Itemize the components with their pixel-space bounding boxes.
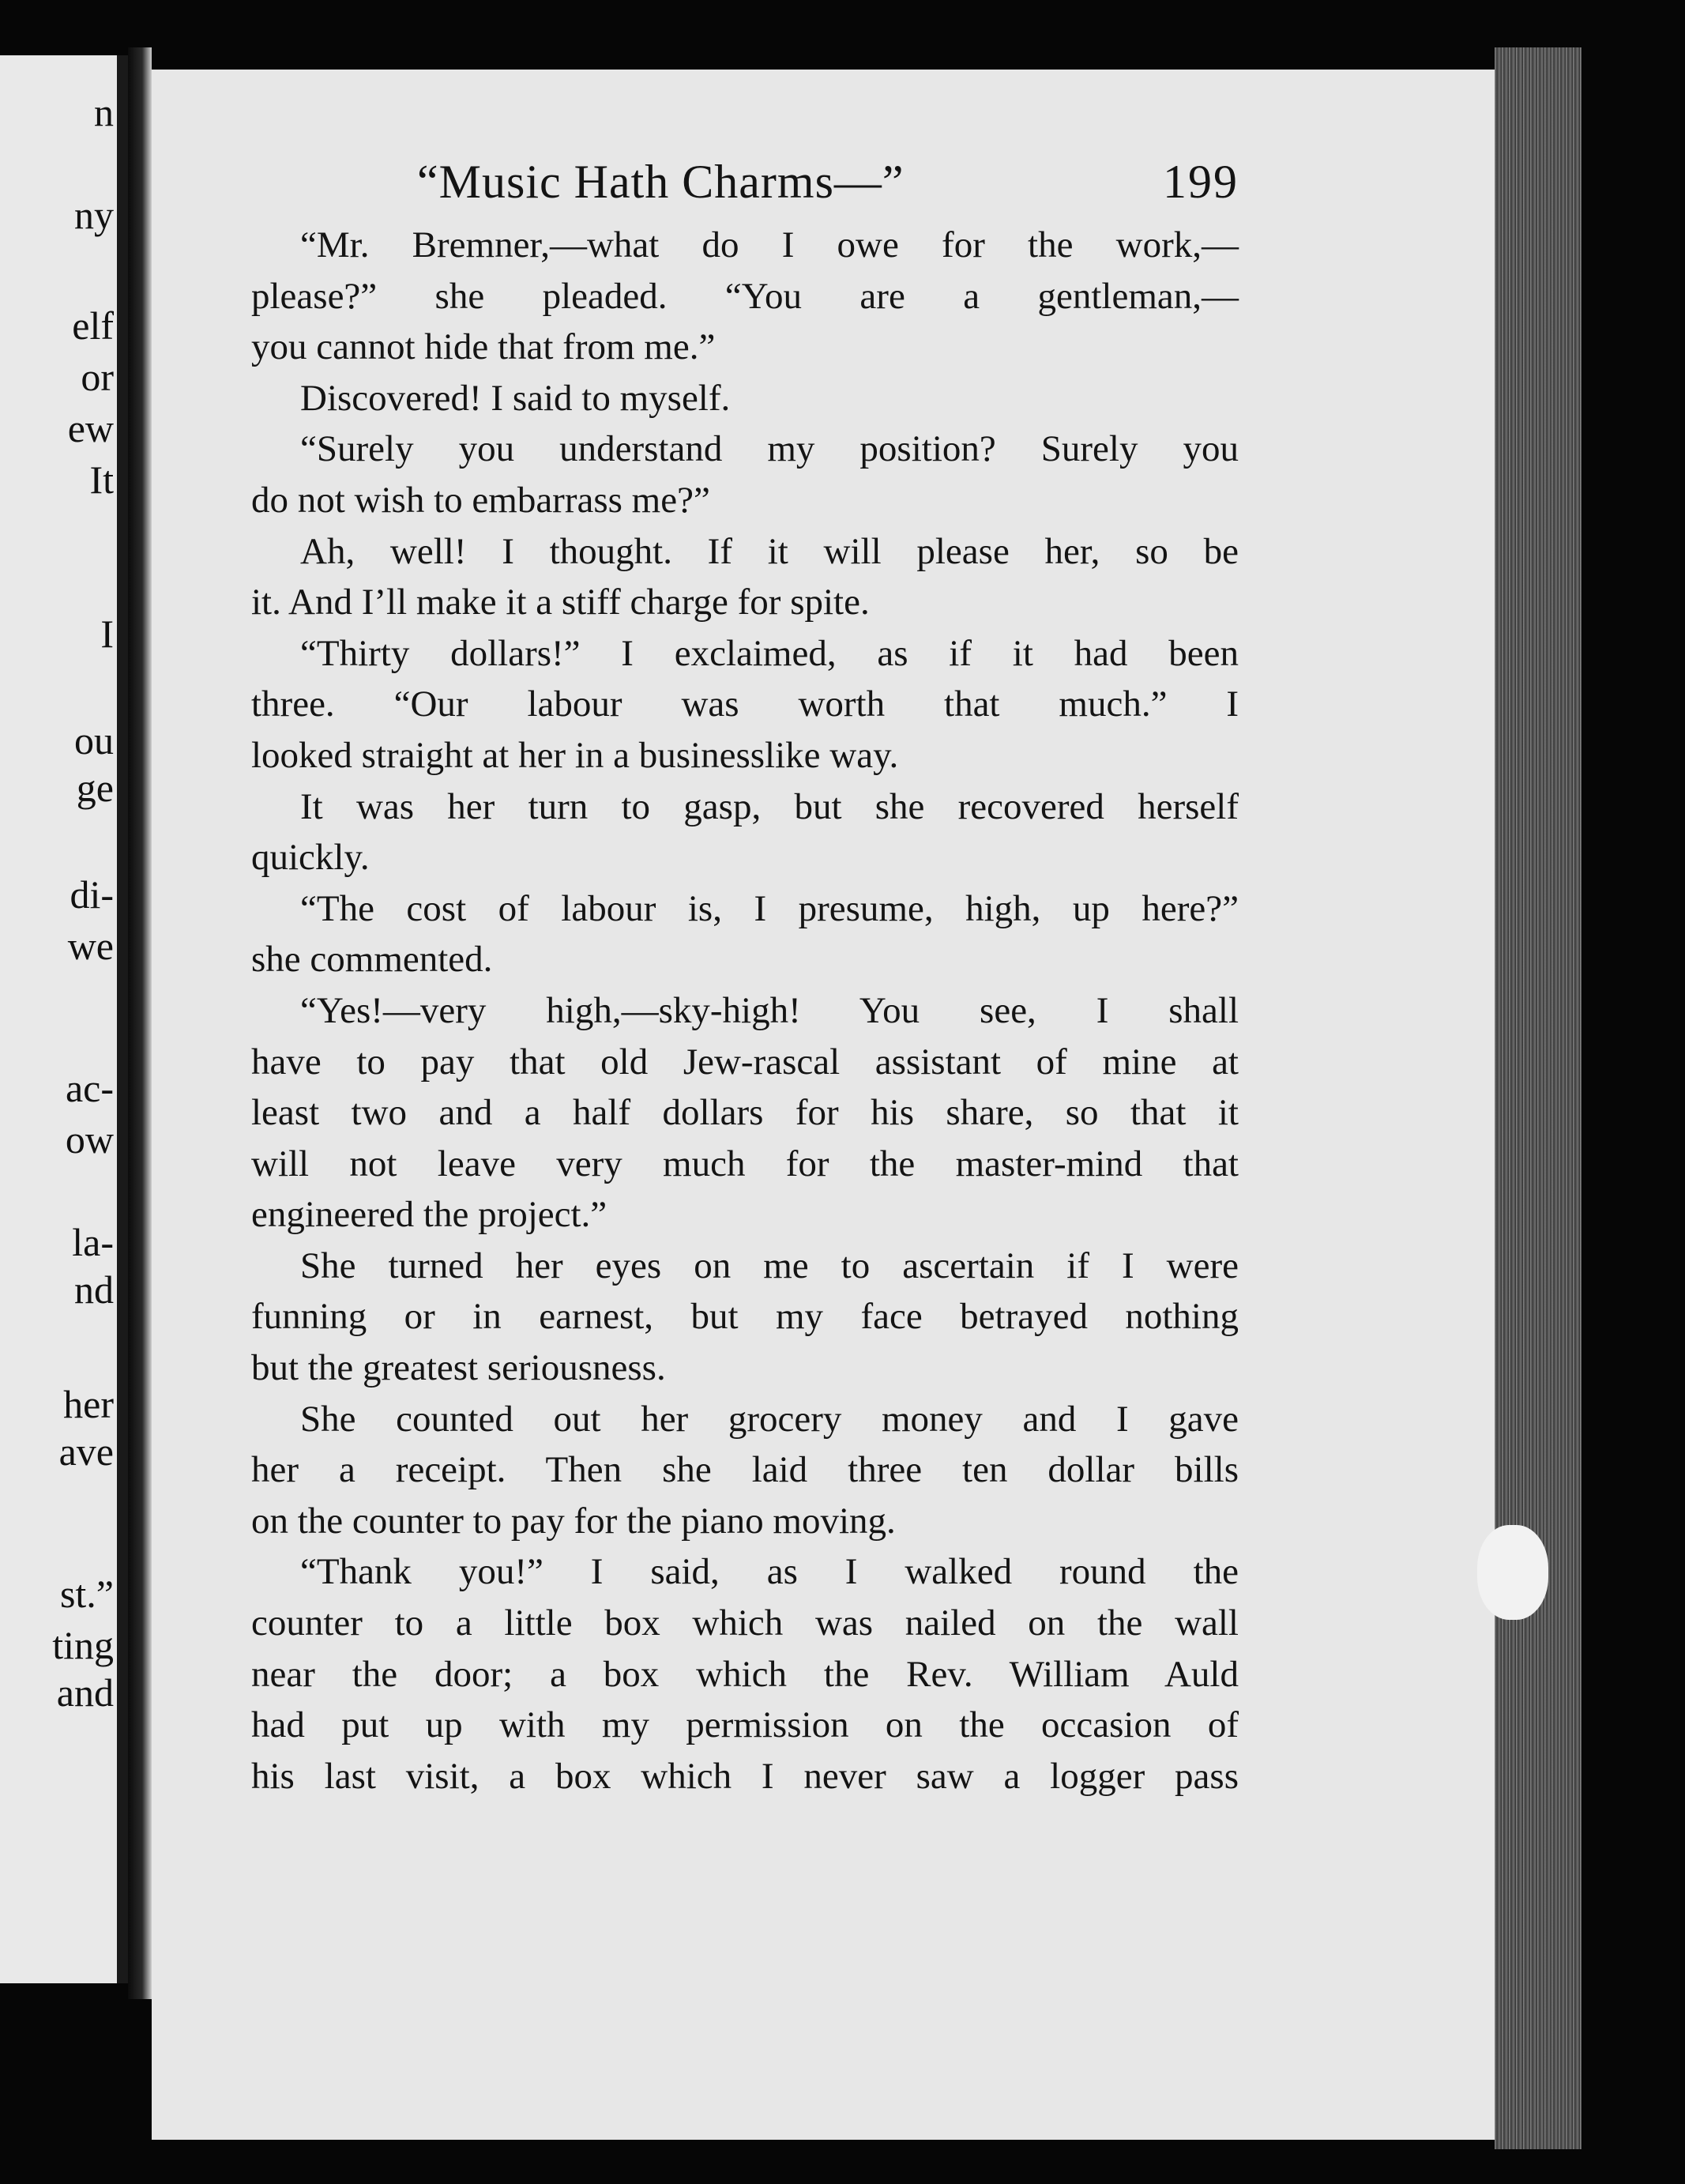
- previous-page-fragment: I: [100, 612, 114, 656]
- page-number: 199: [1163, 156, 1239, 208]
- text-line: “Yes!—very high,—sky-high! You see, I shall: [300, 989, 1239, 1031]
- previous-page-fragment: elf: [72, 303, 114, 348]
- text-line: his last visit, a box which I never saw a logger pass: [251, 1755, 1239, 1797]
- previous-page-fragment: we: [67, 924, 114, 968]
- text-line: Discovered! I said to myself.: [300, 377, 731, 419]
- previous-page-edge: [0, 55, 128, 1983]
- text-line: it. And I’ll make it a stiff charge for spite.: [251, 582, 870, 623]
- text-line: Ah, well! I thought. If it will please her, so be: [300, 530, 1239, 572]
- previous-page-fragment: st.”: [59, 1572, 114, 1616]
- text-line: her a receipt. Then she laid three ten dollar bills: [251, 1449, 1239, 1491]
- text-line: near the door; a box which the Rev. William Auld: [251, 1653, 1239, 1695]
- text-line: She turned her eyes on me to ascertain if I were: [300, 1245, 1239, 1286]
- previous-page-fragment: It: [89, 458, 114, 502]
- text-line: but the greatest seriousness.: [251, 1347, 666, 1389]
- text-line: she commented.: [251, 939, 493, 981]
- book-gutter: [128, 47, 152, 1999]
- previous-page-fragment: ou: [74, 718, 114, 763]
- text-line: have to pay that old Jew-rascal assistant of mine at: [251, 1041, 1239, 1083]
- text-line: counter to a little box which was nailed on the wall: [251, 1602, 1239, 1644]
- text-line: three. “Our labour was worth that much.” I: [251, 683, 1239, 725]
- previous-page-fragment: and: [56, 1670, 114, 1715]
- previous-page-fragment: nd: [74, 1267, 114, 1312]
- text-line: “Thank you!” I said, as I walked round the: [300, 1551, 1239, 1593]
- previous-page-fragment: ny: [74, 193, 114, 237]
- page-edges: [1495, 47, 1582, 2149]
- previous-page-fragment: ac-: [65, 1066, 114, 1110]
- text-line: please?” she pleaded. “You are a gentleman,—: [251, 275, 1239, 317]
- text-line: “Mr. Bremner,—what do I owe for the work,—: [300, 224, 1239, 265]
- text-line: It was her turn to gasp, but she recovered herself: [300, 785, 1239, 827]
- scan-blot: [1477, 1525, 1548, 1620]
- previous-page-fragment: ge: [76, 766, 114, 810]
- previous-page-fragment: n: [94, 90, 114, 134]
- previous-page-fragment: la-: [72, 1220, 114, 1264]
- text-line: you cannot hide that from me.”: [251, 326, 716, 368]
- text-line: had put up with my permission on the occasion of: [251, 1704, 1239, 1746]
- text-line: engineered the project.”: [251, 1194, 607, 1236]
- previous-page-fragment: ow: [65, 1117, 114, 1162]
- previous-page-fragment: or: [81, 355, 114, 399]
- body-text: [251, 220, 1239, 1802]
- text-line: least two and a half dollars for his share, so that it: [251, 1092, 1239, 1134]
- page-text: [251, 144, 1239, 1802]
- text-line: quickly.: [251, 837, 370, 879]
- previous-page-fragment: di-: [70, 872, 114, 917]
- running-title: “Music Hath Charms—”: [417, 156, 905, 208]
- previous-page-fragment: ew: [67, 406, 114, 450]
- text-line: “Surely you understand my position? Surely you: [300, 428, 1239, 470]
- text-line: on the counter to pay for the piano moving.: [251, 1500, 896, 1542]
- previous-page-fragment: her: [63, 1382, 114, 1426]
- previous-page-fragment: ave: [58, 1429, 114, 1474]
- text-line: funning or in earnest, but my face betrayed nothing: [251, 1296, 1239, 1338]
- previous-page-fragment: ting: [52, 1623, 114, 1667]
- text-line: do not wish to embarrass me?”: [251, 479, 710, 521]
- text-line: “The cost of labour is, I presume, high, up here?”: [300, 887, 1239, 929]
- text-line: will not leave very much for the master-mind that: [251, 1143, 1239, 1184]
- text-line: looked straight at her in a businesslike way.: [251, 734, 899, 776]
- text-line: “Thirty dollars!” I exclaimed, as if it had been: [300, 632, 1239, 674]
- text-line: She counted out her grocery money and I gave: [300, 1398, 1239, 1440]
- running-head: [251, 144, 1239, 220]
